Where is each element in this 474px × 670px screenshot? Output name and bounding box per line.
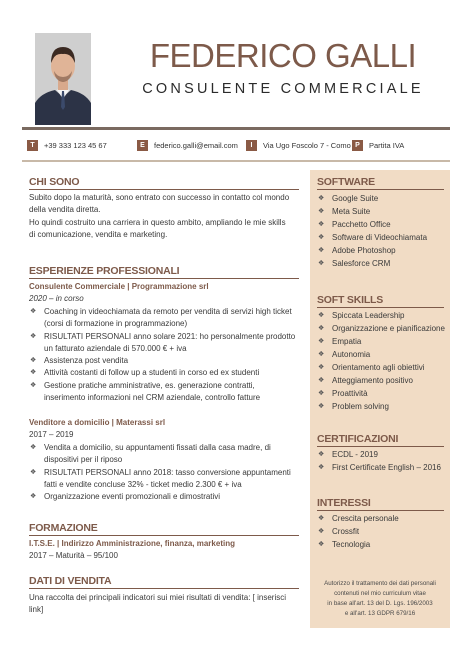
list-item: ❖ Pacchetto Office <box>318 220 391 229</box>
diamond-bullet-icon: ❖ <box>30 369 37 377</box>
vat-icon: P <box>352 140 363 151</box>
list-item: ❖ Orientamento agli obiettivi <box>318 363 425 372</box>
soft-skills-list <box>318 309 445 413</box>
contact-address-text: Via Ugo Foscolo 7 - Como <box>263 140 351 150</box>
about-line: Ho quindi costruito una carriera in questo ambito, ampliando le mie skills <box>29 217 286 227</box>
contact-address[interactable] <box>246 137 351 153</box>
contact-phone[interactable] <box>27 137 107 153</box>
diamond-bullet-icon: ❖ <box>30 493 37 501</box>
section-divider <box>317 510 444 511</box>
list-item: ❖ ECDL - 2019 <box>318 450 378 459</box>
section-divider <box>317 307 444 308</box>
diamond-bullet-icon: ❖ <box>318 221 325 228</box>
section-divider <box>317 189 444 190</box>
diamond-bullet-icon: ❖ <box>30 357 37 365</box>
contact-divider <box>22 160 450 162</box>
job-date: 2017 – 2019 <box>29 430 74 439</box>
about-text <box>29 192 304 241</box>
contact-bar <box>27 137 457 153</box>
section-divider <box>317 446 444 447</box>
list-item: ❖ Tecnologia <box>318 540 371 549</box>
diamond-bullet-icon: ❖ <box>318 260 325 267</box>
legal-line: contenuti nel mio curriculum vitae <box>334 590 426 597</box>
about-line: di comunicazione, vendita e marketing. <box>29 229 168 239</box>
job-title: Venditore a domicilio | Materassi srl <box>29 418 166 427</box>
diamond-bullet-icon: ❖ <box>318 377 325 384</box>
legal-line: Autorizzo il trattamento dei dati personali <box>324 580 436 587</box>
interests-list <box>318 512 399 551</box>
list-item: ❖ Software di Videochiamata <box>318 233 428 242</box>
sales-data-line: Una raccolta dei principali indicatori sui miei risultati di vendita: [ inserisci <box>29 593 286 602</box>
list-item: ❖ Vendita a domicilio, su appuntamenti fissati dalla casa madre, di dispositivi per il riposo <box>30 443 271 465</box>
section-title-formazione: FORMAZIONE <box>29 522 98 534</box>
section-divider <box>29 278 299 279</box>
section-title-interessi: INTERESSI <box>317 497 371 509</box>
contact-email[interactable] <box>137 137 238 153</box>
section-title-chi-sono: CHI SONO <box>29 176 80 188</box>
legal-line: e all'art. 13 GDPR 679/16 <box>344 610 416 617</box>
job-date: 2020 – in corso <box>29 294 84 303</box>
section-divider <box>29 588 299 589</box>
diamond-bullet-icon: ❖ <box>318 312 325 319</box>
email-icon: E <box>137 140 148 151</box>
diamond-bullet-icon: ❖ <box>318 208 325 215</box>
section-title-dati-vendita: DATI DI VENDITA <box>29 575 112 587</box>
section-divider <box>29 189 299 190</box>
list-item: ❖ First Certificate English – 2016 <box>318 463 441 472</box>
diamond-bullet-icon: ❖ <box>318 351 325 358</box>
list-item: ❖ Organizzazione eventi promozionali e dimostrativi <box>29 491 304 503</box>
list-item: ❖ Meta Suite <box>318 207 371 216</box>
section-title-software: SOFTWARE <box>317 176 375 188</box>
phone-icon: T <box>27 140 38 151</box>
software-list <box>318 192 427 270</box>
list-item: ❖ Problem solving <box>318 402 389 411</box>
certifications-list <box>318 448 441 474</box>
list-item: ❖ Empatia <box>318 337 362 346</box>
list-item: ❖ Organizzazione e pianificazione <box>318 324 445 333</box>
list-item: ❖ Atteggiamento positivo <box>318 376 413 385</box>
section-title-soft-skills: SOFT SKILLS <box>317 294 384 306</box>
section-divider <box>29 535 299 536</box>
legal-line: in base all'art. 13 del D. Lgs. 196/2003 <box>327 600 433 607</box>
sales-data-line[interactable]: link] <box>29 605 44 615</box>
profile-photo <box>35 33 91 125</box>
candidate-name: FEDERICO GALLI <box>149 37 417 74</box>
education-title: I.T.S.E. | Indirizzo Amministrazione, finanza, marketing <box>29 539 235 548</box>
diamond-bullet-icon: ❖ <box>318 338 325 345</box>
job-bullets <box>29 306 304 404</box>
diamond-bullet-icon: ❖ <box>318 364 325 371</box>
diamond-bullet-icon: ❖ <box>318 528 325 535</box>
list-item: ❖ Spiccata Leadership <box>318 311 405 320</box>
list-item: ❖ Adobe Photoshop <box>318 246 396 255</box>
sales-data-text <box>29 592 304 617</box>
diamond-bullet-icon: ❖ <box>30 468 37 476</box>
diamond-bullet-icon: ❖ <box>318 403 325 410</box>
contact-vat-text: Partita IVA <box>369 140 405 150</box>
diamond-bullet-icon: ❖ <box>30 444 37 451</box>
diamond-bullet-icon: ❖ <box>318 451 325 458</box>
diamond-bullet-icon: ❖ <box>318 325 325 332</box>
education-detail: 2017 – Maturità – 95/100 <box>29 551 118 560</box>
list-item: ❖ Coaching in videochiamata da remoto per vendita di servizi high ticket (corsi di formazione in programmazione) <box>30 307 292 329</box>
contact-phone-text: +39 333 123 45 67 <box>44 140 107 150</box>
privacy-consent-note <box>316 579 444 619</box>
list-item: ❖ Crescita personale <box>318 514 399 523</box>
list-item: ❖ RISULTATI PERSONALI anno 2018: tasso conversione appuntamenti fatti e vendite concluse 32% - ticket medio 2.300 € + iva <box>30 467 291 489</box>
contact-vat[interactable] <box>352 137 404 153</box>
diamond-bullet-icon: ❖ <box>30 381 37 389</box>
address-icon: I <box>246 140 257 151</box>
diamond-bullet-icon: ❖ <box>318 247 325 254</box>
job-bullets <box>29 442 304 503</box>
header-divider <box>22 127 450 130</box>
contact-email-text: federico.galli@email.com <box>154 140 238 150</box>
list-item: ❖ Proattività <box>318 389 368 398</box>
diamond-bullet-icon: ❖ <box>318 464 325 471</box>
diamond-bullet-icon: ❖ <box>318 195 325 202</box>
diamond-bullet-icon: ❖ <box>318 390 325 397</box>
about-line: Subito dopo la maturità, sono entrato con successo in contatto col mondo <box>29 193 290 202</box>
job-title: Consulente Commerciale | Programmazione srl <box>29 282 209 291</box>
diamond-bullet-icon: ❖ <box>30 332 37 340</box>
candidate-role: CONSULENTE COMMERCIALE <box>142 81 424 97</box>
diamond-bullet-icon: ❖ <box>318 541 325 548</box>
list-item: ❖ Google Suite <box>318 194 379 203</box>
section-title-certificazioni: CERTIFICAZIONI <box>317 433 399 445</box>
list-item: ❖ RISULTATI PERSONALI anno solare 2021: ho personalmente prodotto un fatturato aziendale di 570.000 € + iva <box>30 331 296 353</box>
diamond-bullet-icon: ❖ <box>318 515 325 522</box>
list-item: ❖ Salesforce CRM <box>318 259 391 268</box>
section-title-esperienze: ESPERIENZE PROFESSIONALI <box>29 265 180 277</box>
portrait-image <box>35 33 91 125</box>
diamond-bullet-icon: ❖ <box>30 308 37 315</box>
about-line: della vendita diretta. <box>29 205 101 215</box>
list-item: ❖ Crossfit <box>318 527 360 536</box>
list-item: ❖ Assistenza post vendita <box>29 355 304 367</box>
list-item: ❖ Attività costanti di follow up a studenti in corso ed ex studenti <box>29 367 304 379</box>
list-item: ❖ Gestione pratiche amministrative, es. generazione contratti, inserimento informazioni nel CRM aziendale, controllo fatture <box>30 380 261 403</box>
diamond-bullet-icon: ❖ <box>318 234 325 241</box>
list-item: ❖ Autonomia <box>318 350 371 359</box>
